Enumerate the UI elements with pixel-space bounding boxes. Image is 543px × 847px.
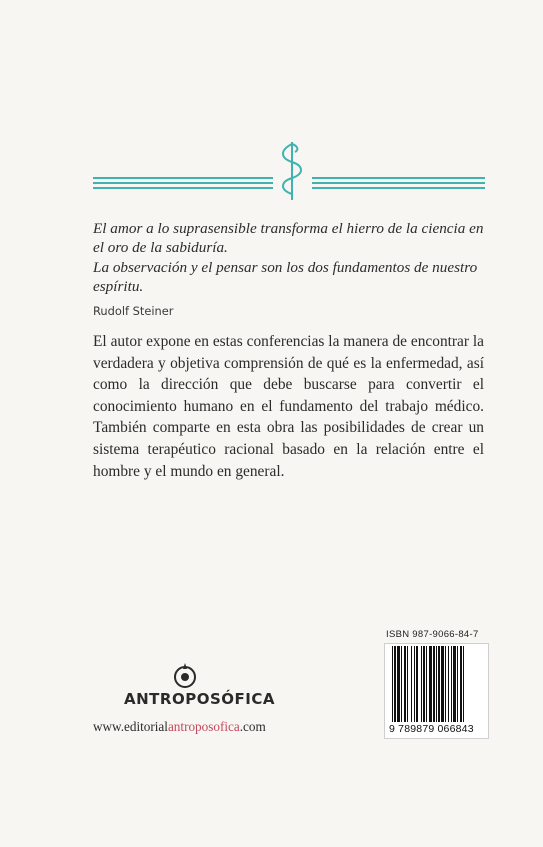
isbn-label: ISBN 987-9066-84-7	[386, 629, 479, 640]
publisher-name: ANTROPOSÓFICA	[124, 690, 275, 708]
barcode-digits: 9 789879 066843	[389, 723, 474, 735]
staff-of-asclepius-icon	[272, 140, 312, 202]
website-accent: antroposofica	[167, 719, 240, 734]
barcode	[384, 643, 489, 739]
decorative-rule-left	[93, 177, 273, 191]
publisher-logo-icon	[173, 663, 197, 689]
quote-author: Rudolf Steiner	[93, 304, 174, 318]
publisher-website[interactable]	[93, 719, 266, 735]
book-description: El autor expone en estas conferencias la manera de encontrar la verdadera y objetiva comprensión de qué es la enfermedad, así como la dirección que debe buscarse para convertir el conocimiento humano en el fundamento del trabajo médico. También comparte en esta obra las posibilidades de crear un sistema terapéutico racional basado en la relación entre el hombre y el mundo en general.	[93, 333, 484, 480]
quote-line: El amor a lo suprasensible transforma el hierro de la ciencia en el oro de la sabiduría.	[93, 220, 484, 257]
quote-line: La observación y el pensar son los dos fundamentos de nuestro espíritu.	[93, 258, 478, 296]
website-prefix: www.editorial	[93, 719, 168, 734]
barcode-bars	[392, 646, 482, 722]
website-suffix: .com	[239, 719, 266, 734]
decorative-rule-right	[312, 177, 485, 191]
epigraph-quote	[93, 219, 493, 297]
